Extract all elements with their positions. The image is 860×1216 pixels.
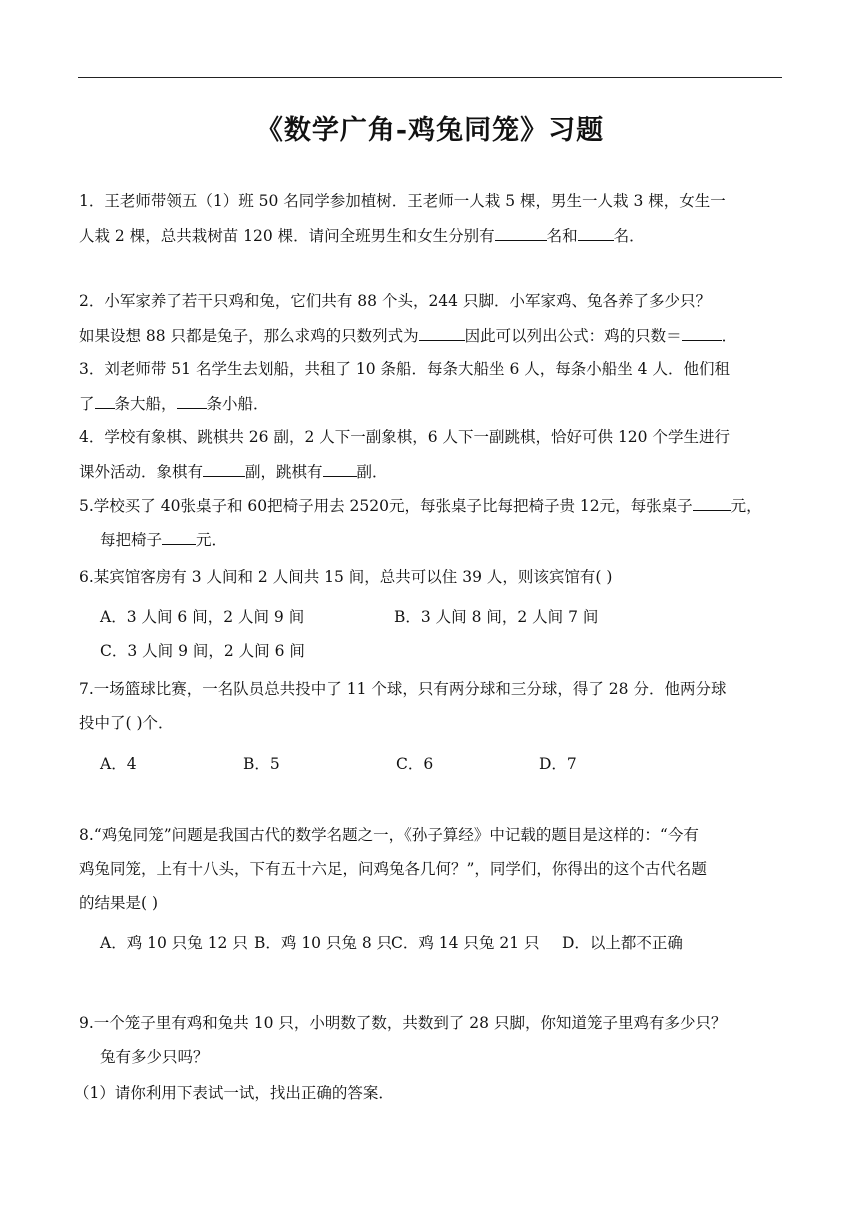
q6-option-c[interactable]: C．3 人间 9 间，2 人间 6 间 [100,642,305,660]
q7-option-c[interactable]: C．6 [396,755,434,773]
q5-text-d: 元． [196,531,228,549]
q2-text-b: 因此可以列出公式：鸡的只数＝ [464,327,682,345]
q2-blank-formula[interactable] [682,324,722,341]
q5-line1 [79,494,762,517]
q2-text-c: ． [721,327,738,345]
q6-option-b[interactable]: B．3 人间 8 间，2 人间 7 间 [394,608,599,626]
q9-line2: 兔有多少只吗？ [100,1048,209,1066]
q8-option-b[interactable]: B．鸡 10 只兔 8 只 [254,934,393,952]
q1-text-b: 名和 [546,227,578,245]
q1-blank-boys[interactable] [495,224,547,241]
page-title: 《数学广角-鸡兔同笼》习题 [255,115,605,146]
q5-text-a: 5.学校买了 40张桌子和 60把椅子用去 2520元，每张桌子比每把椅子贵 12元，每张桌子 [79,497,693,515]
q1-line1: 1．王老师带领五（1）班 50 名同学参加植树．王老师一人栽 5 棵，男生一人栽 3 棵，女生一 [79,192,726,210]
q7-line1: 7.一场篮球比赛，一名队员总共投中了 11 个球，只有两分球和三分球，得了 28 分．他两分球 [79,680,727,698]
q5-blank-chair[interactable] [162,528,196,545]
q4-blank-checkers[interactable] [323,460,357,477]
q1-text-c: 名． [613,227,645,245]
q4-text-b: 副，跳棋有 [245,463,323,481]
q6-line1: 6.某宾馆客房有 3 人间和 2 人间共 15 间，总共可以住 39 人，则该宾馆有( ) [79,568,613,586]
q2-line1: 2．小军家养了若干只鸡和兔，它们共有 88 个头，244 只脚．小军家鸡、兔各养了多少只？ [79,292,711,310]
q8-option-c[interactable]: C．鸡 14 只兔 21 只 [391,934,540,952]
q5-line2 [100,528,227,551]
q2-line2 [79,324,737,347]
q8-line3: 的结果是( ) [79,894,159,912]
q3-line2 [79,392,269,415]
q8-option-d[interactable]: D．以上都不正确 [562,934,683,952]
q3-blank-big[interactable] [95,392,115,409]
header-rule [78,77,782,78]
q8-line1: 8.“鸡兔同笼”问题是我国古代的数学名题之一，《孙子算经》中记载的题目是这样的：“今有 [79,826,699,844]
q8-line2: 鸡兔同笼，上有十八头，下有五十六足，问鸡兔各几何？”，同学们，你得出的这个古代名题 [79,860,707,878]
q9-line1: 9.一个笼子里有鸡和兔共 10 只，小明数了数，共数到了 28 只脚，你知道笼子里鸡有多少只？ [79,1014,727,1032]
q1-text-a: 人栽 2 棵，总共栽树苗 120 棵．请问全班男生和女生分别有 [79,227,495,245]
q5-text-c: 每把椅子 [100,531,163,549]
q3-text-a: 了 [79,395,95,413]
q5-text-b: 元， [730,497,762,515]
q1-line2 [79,224,645,247]
q7-option-b[interactable]: B．5 [243,755,280,773]
q4-blank-chess[interactable] [203,460,245,477]
q3-text-b: 条大船， [114,395,177,413]
q7-option-d[interactable]: D．7 [539,755,577,773]
q2-text-a: 如果设想 88 只都是兔子，那么求鸡的只数列式为 [79,327,419,345]
q3-blank-small[interactable] [177,392,207,409]
q7-option-a[interactable]: A．4 [100,755,137,773]
q4-text-c: 副． [356,463,388,481]
q4-line2 [79,460,388,483]
q4-line1: 4．学校有象棋、跳棋共 26 副，2 人下一副象棋，6 人下一副跳棋，恰好可供 120 个学生进行 [79,428,730,446]
q3-line1: 3．刘老师带 51 名学生去划船，共租了 10 条船．每条大船坐 6 人，每条小船坐 4 人．他们租 [79,360,730,378]
q7-line2: 投中了( )个． [79,714,174,732]
q4-text-a: 课外活动．象棋有 [79,463,204,481]
q8-option-a[interactable]: A．鸡 10 只兔 12 只 [100,934,248,952]
q5-blank-table[interactable] [693,494,731,511]
q2-blank-expression[interactable] [419,324,465,341]
q1-blank-girls[interactable] [578,224,614,241]
q3-text-c: 条小船． [206,395,269,413]
q6-option-a[interactable]: A．3 人间 6 间，2 人间 9 间 [100,608,305,626]
q9-line3: （1）请你利用下表试一试，找出正确的答案． [74,1084,394,1102]
